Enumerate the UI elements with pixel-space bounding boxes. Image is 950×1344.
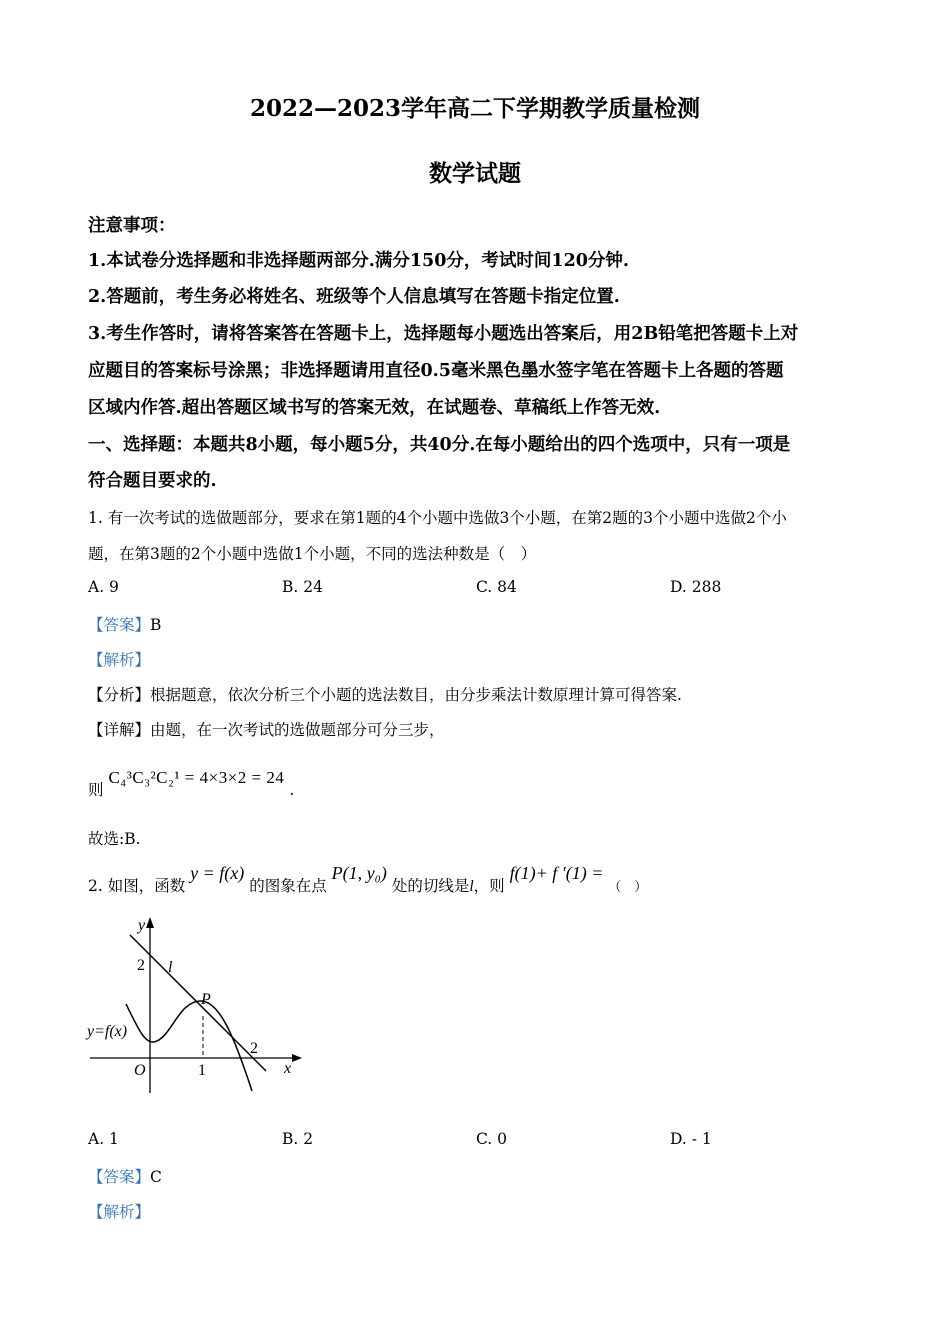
q1-conclusion: 故选:B. — [88, 830, 141, 848]
answer-tag: 【答案】 — [88, 616, 151, 634]
q2-expr: f(1)+ f ′(1) = — [509, 863, 604, 883]
notice-item-3-line-1: 3.考生作答时，请将答案答在答题卡上，选择题每小题选出答案后，用2B铅笔把答题卡上对 — [88, 324, 799, 344]
q2-option-d: D. - 1 — [670, 1130, 712, 1148]
q2-option-c: C. 0 — [476, 1130, 508, 1148]
q2-analysis-row — [88, 1200, 150, 1222]
q1-option-a: A. 9 — [88, 578, 119, 596]
q1-xiangjie: 由题，在一次考试的选做题部分可分三步， — [150, 721, 445, 739]
x-axis-label: x — [284, 1060, 292, 1077]
xiangjie-tag: 【详解】 — [88, 721, 151, 739]
analysis-tag: 【解析】 — [88, 651, 151, 669]
analysis-tag: 【解析】 — [88, 1203, 151, 1221]
y-axis-label: y — [138, 917, 146, 934]
tick-y2-label: 2 — [137, 957, 145, 974]
q1-fenxi: 根据题意，依次分析三个小题的选法数目，由分步乘法计数原理计算可得答案. — [150, 686, 682, 704]
q2-answer-row — [88, 1165, 162, 1187]
q2-stem-e: （ ） — [608, 880, 648, 895]
section-heading-line-1: 一、选择题：本题共8小题，每小题5分，共40分.在每小题给出的四个选项中，只有一项是 — [88, 435, 791, 455]
origin-label: O — [134, 1062, 146, 1079]
q1-formula: C₄³C₃²C₂¹ = 4×3×2 = 24 — [108, 768, 285, 787]
q1-stem-line-1: 1. 有一次考试的选做题部分，要求在第1题的4个小题中选做3个小题，在第2题的3个小题中选做2个小 — [88, 509, 787, 527]
fenxi-tag: 【分析】 — [88, 686, 151, 704]
q2-stem-d: ，则 — [473, 877, 505, 895]
tangent-label: l — [168, 959, 173, 976]
q1-fenxi-row — [88, 683, 682, 705]
tick-x2-label: 2 — [250, 1040, 258, 1057]
q2-point: P(1, y₀) — [331, 863, 387, 883]
q1-analysis-row — [88, 648, 150, 670]
q2-option-a: A. 1 — [88, 1130, 119, 1148]
page-subtitle: 数学试题 — [429, 160, 521, 187]
notice-item-1: 1.本试卷分选择题和非选择题两部分.满分150分，考试时间120分钟. — [88, 251, 630, 271]
point-p-label: P — [201, 991, 211, 1008]
x-axis-arrow — [292, 1054, 302, 1062]
q1-option-c: C. 84 — [476, 578, 517, 596]
q2-option-b: B. 2 — [282, 1130, 314, 1148]
notice-item-2: 2.答题前，考生务必将姓名、班级等个人信息填写在答题卡指定位置. — [88, 287, 620, 307]
formula-suffix: . — [289, 781, 295, 799]
notice-item-3-line-3: 区域内作答.超出答题区域书写的答案无效，在试题卷、草稿纸上作答无效. — [88, 398, 661, 418]
q1-option-d: D. 288 — [670, 578, 722, 596]
q2-function-graph — [80, 908, 310, 1103]
y-axis-arrow — [146, 917, 154, 928]
answer-tag: 【答案】 — [88, 1168, 151, 1186]
q2-line-name: l — [469, 878, 474, 895]
q2-answer: C — [150, 1168, 162, 1186]
q2-stem-c: 处的切线是 — [391, 877, 470, 895]
q2-stem — [88, 862, 648, 895]
q2-stem-a: 2. 如图，函数 — [88, 877, 186, 895]
notice-heading: 注意事项： — [88, 216, 176, 236]
q1-option-b: B. 24 — [282, 578, 323, 596]
page-title: 2022—2023学年高二下学期教学质量检测 — [249, 95, 701, 122]
formula-prefix: 则 — [88, 781, 104, 799]
q1-stem-line-2: 题，在第3题的2个小题中选做1个小题，不同的选法种数是（ ） — [88, 545, 537, 563]
notice-item-3-line-2: 应题目的答案标号涂黑；非选择题请用直径0.5毫米黑色墨水签字笔在答题卡上各题的答题 — [88, 361, 784, 381]
curve-label: y=f(x) — [87, 1023, 128, 1040]
q2-func: y = f(x) — [190, 863, 245, 883]
q1-answer-row — [88, 613, 161, 635]
section-heading-line-2: 符合题目要求的. — [88, 471, 217, 491]
q1-formula-row — [88, 766, 295, 799]
q2-stem-b: 的图象在点 — [249, 877, 327, 895]
tick-x1-label: 1 — [198, 1062, 206, 1079]
q1-xiangjie-row — [88, 718, 445, 740]
q1-answer: B — [150, 616, 162, 634]
